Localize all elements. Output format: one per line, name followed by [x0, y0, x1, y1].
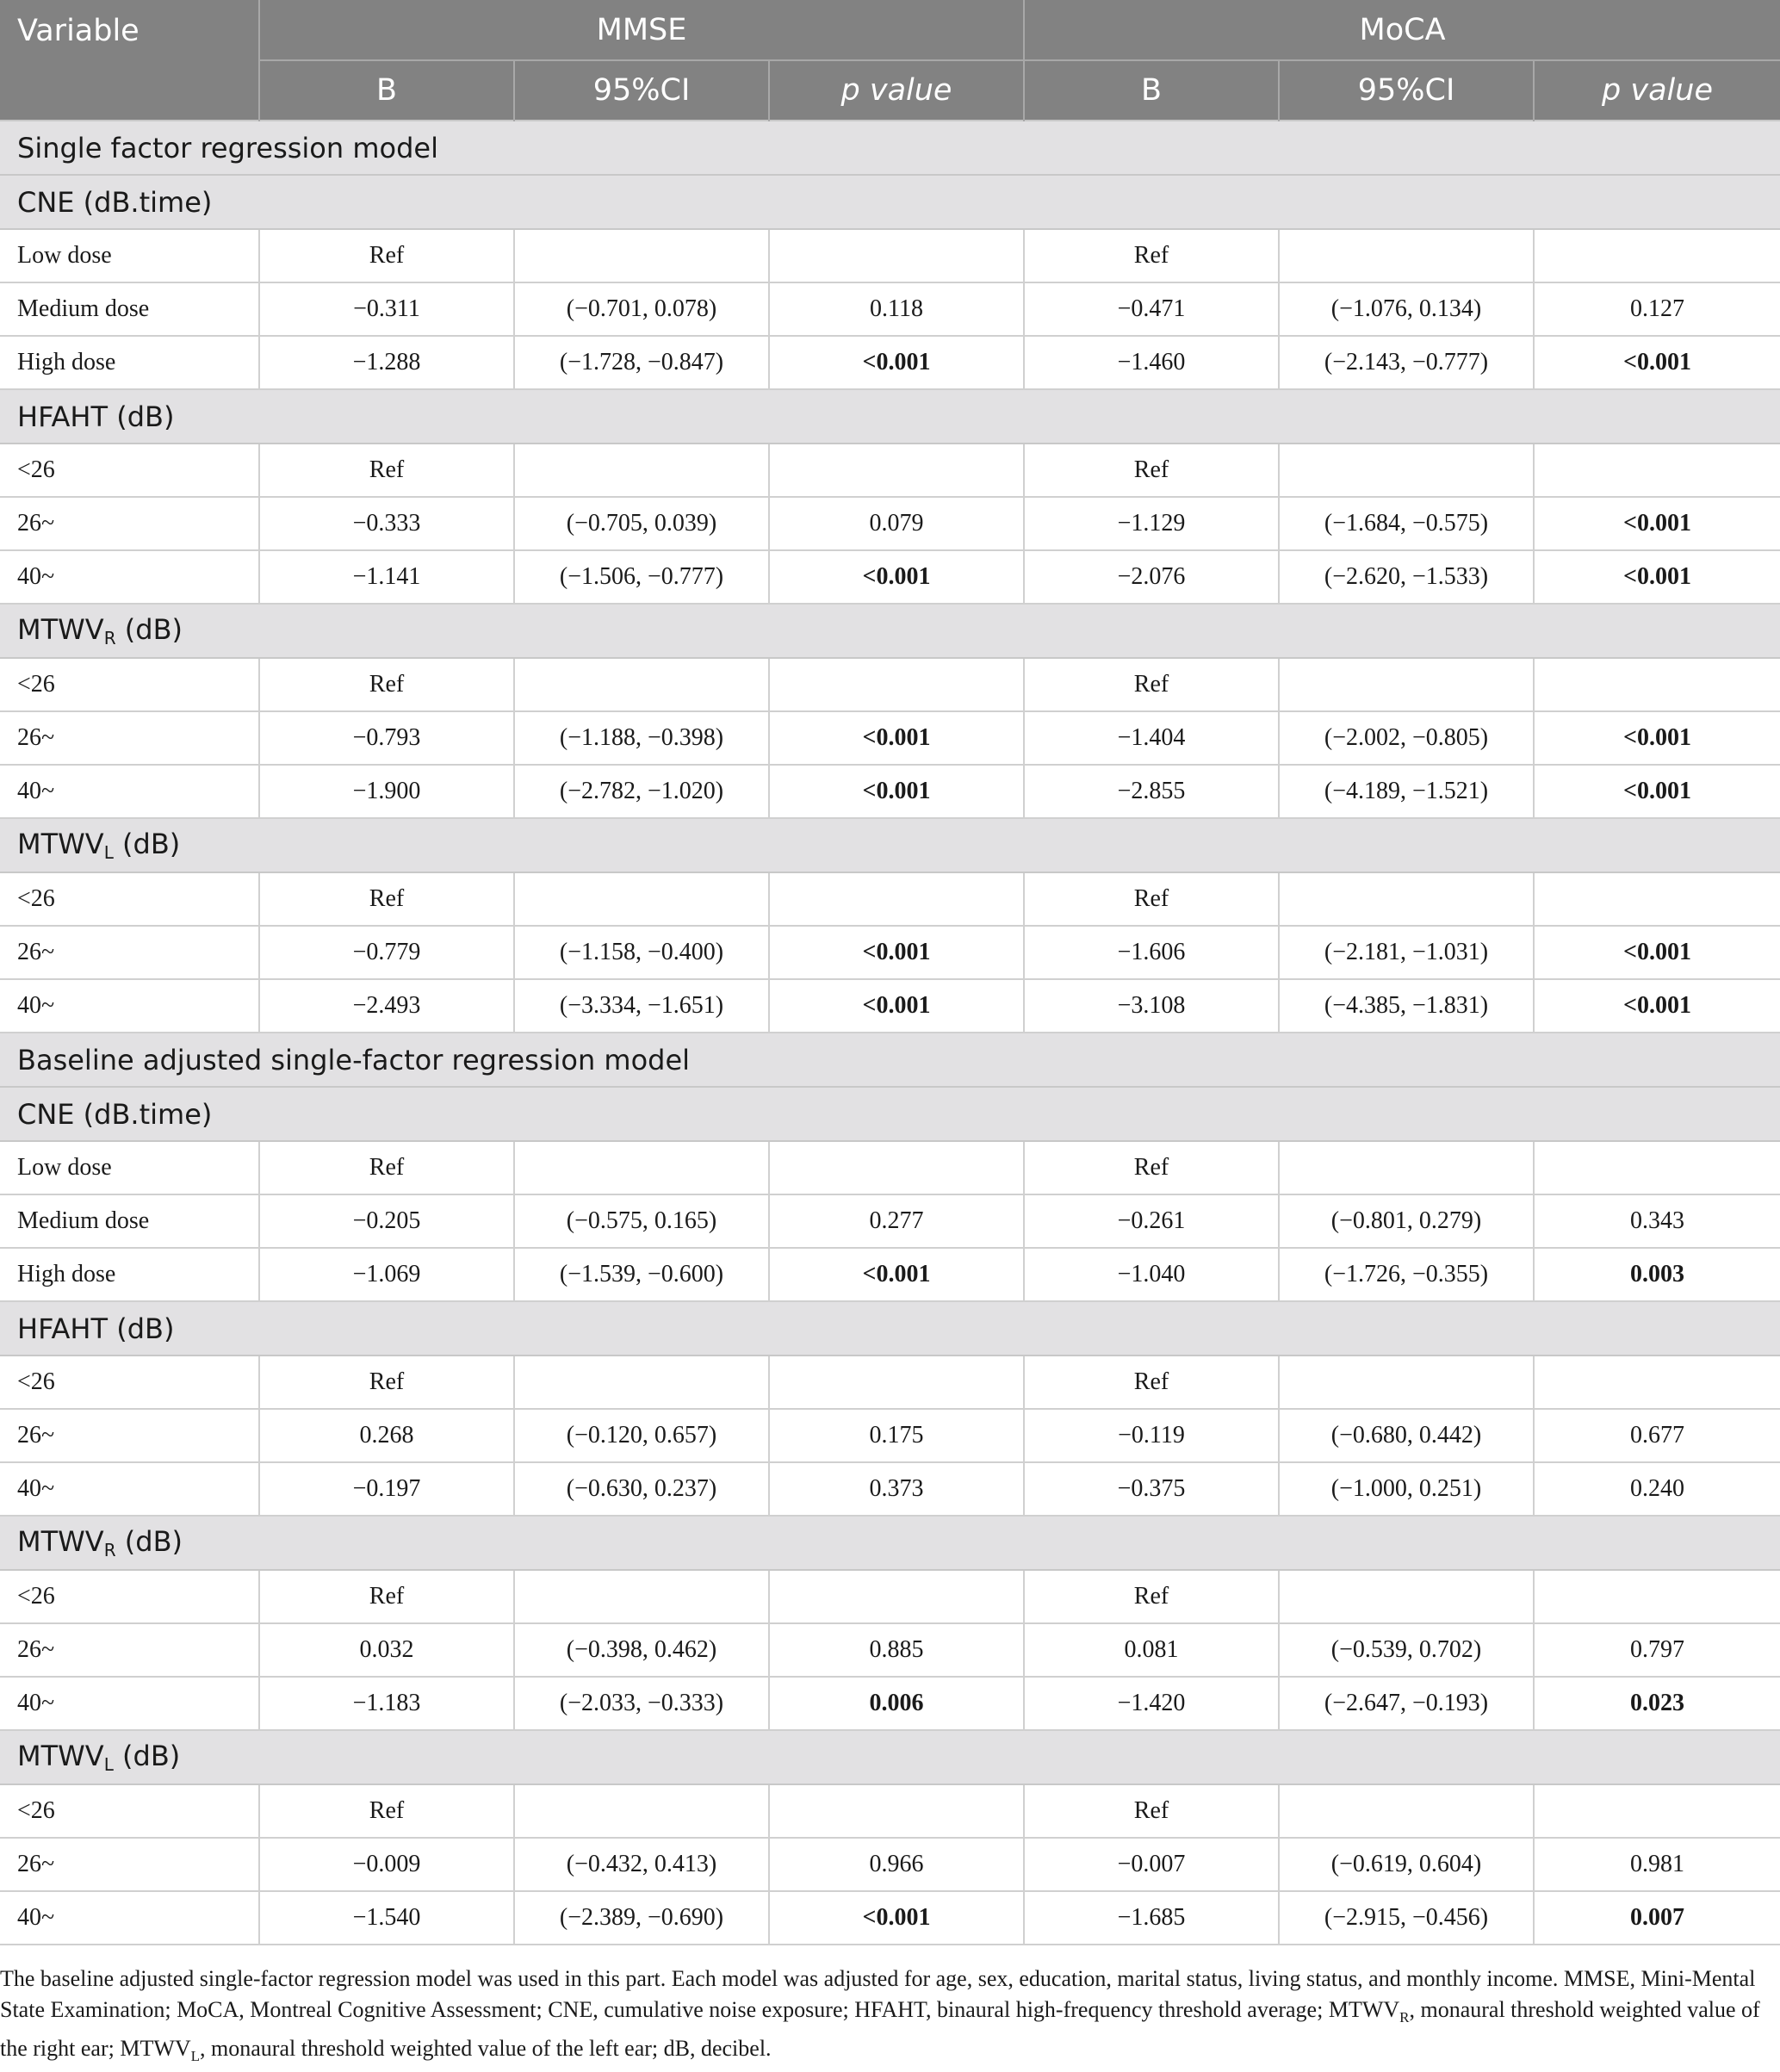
row-label: Medium dose [0, 282, 259, 336]
mmse-ci-cell: (−2.389, −0.690) [514, 1891, 769, 1945]
variable-group-row [0, 1730, 1780, 1784]
variable-subscript: R [103, 628, 116, 648]
moca-b-cell: −0.375 [1024, 1462, 1279, 1516]
mmse-ci-cell: (−0.705, 0.039) [514, 497, 769, 550]
moca-b-cell: Ref [1024, 1570, 1279, 1623]
mmse-b-cell: Ref [259, 1784, 514, 1838]
row-label: 26~ [0, 497, 259, 550]
variable-unit: (dB) [113, 1740, 181, 1772]
variable-group-row [0, 818, 1780, 872]
variable-group-row [0, 1301, 1780, 1355]
moca-p-cell: <0.001 [1534, 497, 1780, 550]
moca-p-cell [1534, 872, 1780, 926]
moca-ci-cell: (−1.000, 0.251) [1279, 1462, 1534, 1516]
moca-p-cell [1534, 444, 1780, 497]
variable-name: MTWV [17, 828, 104, 860]
table-row [0, 444, 1780, 497]
moca-p-cell: 0.127 [1534, 282, 1780, 336]
row-label: 26~ [0, 1409, 259, 1462]
mmse-b-cell: Ref [259, 1141, 514, 1194]
mmse-ci-cell: (−0.701, 0.078) [514, 282, 769, 336]
moca-b-cell: 0.081 [1024, 1623, 1279, 1677]
table-row [0, 979, 1780, 1033]
table-row [0, 1838, 1780, 1891]
variable-group-row [0, 389, 1780, 444]
moca-b-cell: −1.129 [1024, 497, 1279, 550]
footnote-sub-r: R [1399, 2009, 1410, 2026]
variable-name: CNE (dB.time) [17, 1097, 213, 1131]
mmse-p-cell: 0.373 [769, 1462, 1024, 1516]
row-label: 26~ [0, 1623, 259, 1677]
row-label: <26 [0, 1784, 259, 1838]
header-group-mmse: MMSE [259, 0, 1024, 60]
moca-b-cell: −3.108 [1024, 979, 1279, 1033]
mmse-b-cell: −1.069 [259, 1248, 514, 1301]
header-moca-p [1534, 60, 1780, 121]
mmse-p-cell: 0.118 [769, 282, 1024, 336]
mmse-b-cell: −0.779 [259, 926, 514, 979]
mmse-p-cell: 0.277 [769, 1194, 1024, 1248]
mmse-ci-cell [514, 658, 769, 711]
mmse-p-cell: 0.885 [769, 1623, 1024, 1677]
moca-ci-cell [1279, 1570, 1534, 1623]
mmse-ci-cell: (−1.188, −0.398) [514, 711, 769, 765]
variable-group-title [0, 175, 1780, 229]
mmse-ci-cell [514, 444, 769, 497]
header-mmse-b: B [259, 60, 514, 121]
mmse-ci-cell: (−0.398, 0.462) [514, 1623, 769, 1677]
mmse-b-cell: −0.009 [259, 1838, 514, 1891]
mmse-ci-cell: (−2.782, −1.020) [514, 765, 769, 818]
mmse-ci-cell: (−0.575, 0.165) [514, 1194, 769, 1248]
moca-b-cell: −1.685 [1024, 1891, 1279, 1945]
moca-p-cell: 0.981 [1534, 1838, 1780, 1891]
moca-ci-cell: (−2.915, −0.456) [1279, 1891, 1534, 1945]
moca-p-cell: 0.240 [1534, 1462, 1780, 1516]
moca-p-cell: <0.001 [1534, 336, 1780, 389]
moca-p-cell: 0.677 [1534, 1409, 1780, 1462]
mmse-p-cell: <0.001 [769, 336, 1024, 389]
mmse-ci-cell [514, 1141, 769, 1194]
variable-subscript: L [103, 842, 114, 863]
variable-group-title [0, 604, 1780, 658]
variable-group-row [0, 175, 1780, 229]
table-row [0, 336, 1780, 389]
moca-b-cell: −0.119 [1024, 1409, 1279, 1462]
variable-group-row [0, 1516, 1780, 1570]
moca-b-cell: −1.460 [1024, 336, 1279, 389]
row-label: 40~ [0, 765, 259, 818]
section-title: Single factor regression model [0, 121, 1780, 175]
variable-group-title [0, 1301, 1780, 1355]
mmse-b-cell: −1.288 [259, 336, 514, 389]
moca-ci-cell [1279, 444, 1534, 497]
mmse-b-cell: −1.141 [259, 550, 514, 604]
moca-b-cell: Ref [1024, 1141, 1279, 1194]
footnote-part2: , monaural threshold weighted value of the right ear; MTWV [0, 1997, 1760, 2062]
header-group-moca: MoCA [1024, 0, 1780, 60]
mmse-p-cell: <0.001 [769, 1891, 1024, 1945]
moca-b-cell: Ref [1024, 1355, 1279, 1409]
row-label: <26 [0, 872, 259, 926]
header-moca-b: B [1024, 60, 1279, 121]
mmse-b-cell: Ref [259, 658, 514, 711]
mmse-p-cell [769, 1355, 1024, 1409]
row-label: 26~ [0, 711, 259, 765]
header-moca-p-text: p value [1602, 73, 1713, 108]
mmse-p-cell [769, 658, 1024, 711]
section-title: Baseline adjusted single-factor regression model [0, 1033, 1780, 1087]
table-row [0, 1623, 1780, 1677]
table-row [0, 1891, 1780, 1945]
moca-p-cell: 0.007 [1534, 1891, 1780, 1945]
mmse-b-cell: 0.032 [259, 1623, 514, 1677]
moca-p-cell [1534, 1570, 1780, 1623]
header-mmse-ci: 95%CI [514, 60, 769, 121]
table-row [0, 1355, 1780, 1409]
mmse-p-cell: 0.966 [769, 1838, 1024, 1891]
moca-p-cell [1534, 1784, 1780, 1838]
table-row [0, 1141, 1780, 1194]
row-label: 26~ [0, 926, 259, 979]
mmse-ci-cell [514, 229, 769, 282]
variable-group-title [0, 1516, 1780, 1570]
mmse-ci-cell [514, 1355, 769, 1409]
mmse-p-cell: <0.001 [769, 550, 1024, 604]
mmse-p-cell: <0.001 [769, 926, 1024, 979]
variable-subscript: R [103, 1540, 116, 1560]
footnote-sub-l: L [190, 2048, 201, 2065]
moca-b-cell: Ref [1024, 872, 1279, 926]
moca-p-cell: <0.001 [1534, 979, 1780, 1033]
mmse-b-cell: −0.197 [259, 1462, 514, 1516]
mmse-p-cell: 0.175 [769, 1409, 1024, 1462]
variable-group-row [0, 1087, 1780, 1141]
header-variable: Variable [0, 0, 259, 121]
mmse-b-cell: −0.311 [259, 282, 514, 336]
mmse-b-cell: −1.900 [259, 765, 514, 818]
row-label: 40~ [0, 550, 259, 604]
variable-name: MTWV [17, 1740, 104, 1772]
mmse-ci-cell: (−1.728, −0.847) [514, 336, 769, 389]
moca-ci-cell [1279, 872, 1534, 926]
moca-p-cell: 0.797 [1534, 1623, 1780, 1677]
moca-ci-cell: (−2.181, −1.031) [1279, 926, 1534, 979]
variable-unit: (dB) [115, 1525, 183, 1558]
mmse-ci-cell [514, 1570, 769, 1623]
variable-name: CNE (dB.time) [17, 185, 213, 219]
mmse-ci-cell: (−0.432, 0.413) [514, 1838, 769, 1891]
variable-unit: (dB) [115, 613, 183, 646]
moca-b-cell: −0.471 [1024, 282, 1279, 336]
mmse-ci-cell: (−1.539, −0.600) [514, 1248, 769, 1301]
mmse-p-cell: 0.079 [769, 497, 1024, 550]
moca-b-cell: −1.606 [1024, 926, 1279, 979]
moca-ci-cell: (−1.076, 0.134) [1279, 282, 1534, 336]
header-moca-ci: 95%CI [1279, 60, 1534, 121]
row-label: High dose [0, 336, 259, 389]
moca-ci-cell: (−1.684, −0.575) [1279, 497, 1534, 550]
mmse-p-cell: <0.001 [769, 979, 1024, 1033]
table-row [0, 765, 1780, 818]
variable-group-title [0, 389, 1780, 444]
mmse-b-cell: −1.540 [259, 1891, 514, 1945]
moca-b-cell: −0.261 [1024, 1194, 1279, 1248]
moca-p-cell: <0.001 [1534, 711, 1780, 765]
mmse-p-cell: <0.001 [769, 1248, 1024, 1301]
row-label: <26 [0, 1355, 259, 1409]
variable-name: MTWV [17, 1525, 104, 1558]
row-label: Medium dose [0, 1194, 259, 1248]
table-row [0, 872, 1780, 926]
header-row-groups [0, 0, 1780, 60]
moca-ci-cell [1279, 658, 1534, 711]
mmse-b-cell: 0.268 [259, 1409, 514, 1462]
moca-ci-cell: (−4.385, −1.831) [1279, 979, 1534, 1033]
mmse-ci-cell: (−1.506, −0.777) [514, 550, 769, 604]
row-label: Low dose [0, 229, 259, 282]
mmse-p-cell [769, 444, 1024, 497]
moca-p-cell: 0.003 [1534, 1248, 1780, 1301]
table-row [0, 926, 1780, 979]
variable-name: HFAHT (dB) [17, 400, 175, 433]
table-row [0, 229, 1780, 282]
variable-name: MTWV [17, 613, 104, 646]
moca-ci-cell: (−2.647, −0.193) [1279, 1677, 1534, 1730]
moca-p-cell: 0.023 [1534, 1677, 1780, 1730]
row-label: 40~ [0, 1462, 259, 1516]
table-row [0, 658, 1780, 711]
mmse-b-cell: Ref [259, 1355, 514, 1409]
variable-unit: (dB) [113, 828, 181, 860]
section-row [0, 121, 1780, 175]
table-footnote [0, 1963, 1765, 2072]
mmse-p-cell: <0.001 [769, 711, 1024, 765]
variable-group-title [0, 1087, 1780, 1141]
header-row-columns [0, 60, 1780, 121]
table-row [0, 550, 1780, 604]
mmse-b-cell: Ref [259, 1570, 514, 1623]
moca-ci-cell [1279, 1784, 1534, 1838]
header-mmse-p [769, 60, 1024, 121]
moca-b-cell: Ref [1024, 444, 1279, 497]
moca-ci-cell: (−1.726, −0.355) [1279, 1248, 1534, 1301]
moca-ci-cell: (−0.539, 0.702) [1279, 1623, 1534, 1677]
moca-p-cell [1534, 229, 1780, 282]
moca-p-cell: <0.001 [1534, 550, 1780, 604]
moca-ci-cell [1279, 229, 1534, 282]
mmse-p-cell [769, 1141, 1024, 1194]
moca-p-cell [1534, 658, 1780, 711]
moca-p-cell: <0.001 [1534, 765, 1780, 818]
mmse-p-cell [769, 1570, 1024, 1623]
variable-subscript: L [103, 1754, 114, 1775]
moca-ci-cell: (−4.189, −1.521) [1279, 765, 1534, 818]
row-label: <26 [0, 658, 259, 711]
table-row [0, 497, 1780, 550]
mmse-b-cell: Ref [259, 444, 514, 497]
row-label: 40~ [0, 1891, 259, 1945]
mmse-b-cell: −2.493 [259, 979, 514, 1033]
variable-group-title [0, 1730, 1780, 1784]
variable-name: HFAHT (dB) [17, 1312, 175, 1345]
moca-b-cell: −1.404 [1024, 711, 1279, 765]
moca-b-cell: −2.076 [1024, 550, 1279, 604]
mmse-p-cell: 0.006 [769, 1677, 1024, 1730]
row-label: <26 [0, 444, 259, 497]
mmse-ci-cell [514, 1784, 769, 1838]
moca-ci-cell: (−0.680, 0.442) [1279, 1409, 1534, 1462]
table-row [0, 1194, 1780, 1248]
moca-ci-cell: (−2.620, −1.533) [1279, 550, 1534, 604]
mmse-b-cell: Ref [259, 229, 514, 282]
mmse-b-cell: −0.205 [259, 1194, 514, 1248]
moca-b-cell: Ref [1024, 1784, 1279, 1838]
row-label: 40~ [0, 1677, 259, 1730]
mmse-ci-cell [514, 872, 769, 926]
mmse-ci-cell: (−0.120, 0.657) [514, 1409, 769, 1462]
moca-b-cell: −1.040 [1024, 1248, 1279, 1301]
moca-b-cell: Ref [1024, 229, 1279, 282]
mmse-p-cell: <0.001 [769, 765, 1024, 818]
table-row [0, 282, 1780, 336]
mmse-b-cell: −0.793 [259, 711, 514, 765]
moca-b-cell: −0.007 [1024, 1838, 1279, 1891]
moca-p-cell: 0.343 [1534, 1194, 1780, 1248]
footnote-part3: , monaural threshold weighted value of the left ear; dB, decibel. [200, 2036, 772, 2062]
mmse-p-cell [769, 1784, 1024, 1838]
moca-ci-cell [1279, 1141, 1534, 1194]
moca-ci-cell [1279, 1355, 1534, 1409]
moca-ci-cell: (−2.143, −0.777) [1279, 336, 1534, 389]
footnote-part1: The baseline adjusted single-factor regression model was used in this part. Each model was adjusted for age, sex, education, marital status, living status, and monthly income. MMSE, Mini-Mental State Examination; MoCA, Montreal Cognitive Assessment; CNE, cumulative noise exposure; HFAHT, binaural high-frequency threshold average; MTWV [0, 1966, 1756, 2022]
moca-ci-cell: (−0.801, 0.279) [1279, 1194, 1534, 1248]
table-row [0, 1677, 1780, 1730]
row-label: 40~ [0, 979, 259, 1033]
mmse-ci-cell: (−2.033, −0.333) [514, 1677, 769, 1730]
moca-p-cell [1534, 1355, 1780, 1409]
row-label: <26 [0, 1570, 259, 1623]
row-label: Low dose [0, 1141, 259, 1194]
mmse-b-cell: −0.333 [259, 497, 514, 550]
mmse-ci-cell: (−0.630, 0.237) [514, 1462, 769, 1516]
moca-p-cell: <0.001 [1534, 926, 1780, 979]
row-label: 26~ [0, 1838, 259, 1891]
table-body [0, 121, 1780, 1945]
table-row [0, 711, 1780, 765]
table-row [0, 1248, 1780, 1301]
table-row [0, 1462, 1780, 1516]
variable-group-title [0, 818, 1780, 872]
moca-ci-cell: (−0.619, 0.604) [1279, 1838, 1534, 1891]
mmse-b-cell: −1.183 [259, 1677, 514, 1730]
row-label: High dose [0, 1248, 259, 1301]
variable-group-row [0, 604, 1780, 658]
table-row [0, 1784, 1780, 1838]
moca-p-cell [1534, 1141, 1780, 1194]
header-mmse-p-text: p value [840, 73, 952, 108]
mmse-ci-cell: (−3.334, −1.651) [514, 979, 769, 1033]
mmse-ci-cell: (−1.158, −0.400) [514, 926, 769, 979]
table-row [0, 1570, 1780, 1623]
moca-ci-cell: (−2.002, −0.805) [1279, 711, 1534, 765]
moca-b-cell: Ref [1024, 658, 1279, 711]
moca-b-cell: −1.420 [1024, 1677, 1279, 1730]
table-row [0, 1409, 1780, 1462]
moca-b-cell: −2.855 [1024, 765, 1279, 818]
mmse-p-cell [769, 872, 1024, 926]
mmse-p-cell [769, 229, 1024, 282]
section-row [0, 1033, 1780, 1087]
mmse-b-cell: Ref [259, 872, 514, 926]
